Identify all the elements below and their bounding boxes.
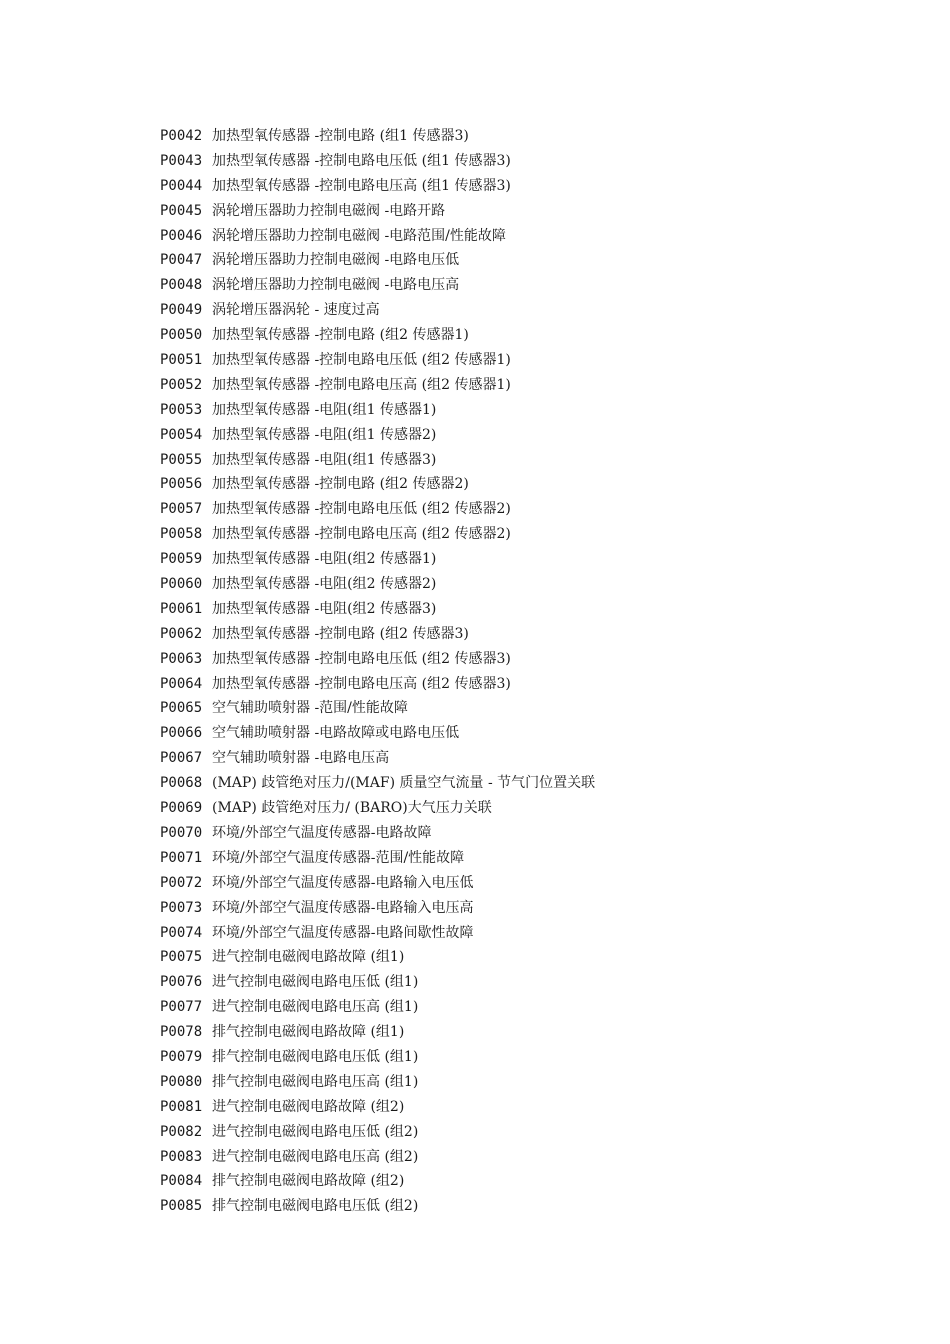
fault-code-row	[160, 597, 900, 622]
fault-code: P0082	[160, 1123, 203, 1140]
fault-code: P0066	[160, 725, 203, 742]
fault-code-row	[160, 945, 900, 970]
fault-code: P0044	[160, 177, 203, 194]
fault-code: P0074	[160, 924, 203, 941]
fault-description: 排气控制电磁阀电路电压高 (组1)	[212, 1073, 419, 1090]
fault-description: (MAP) 歧管绝对压力/ (BARO)大气压力关联	[212, 800, 492, 817]
fault-description: 加热型氧传感器 -控制电路电压高 (组2 传感器2)	[212, 526, 511, 543]
fault-code: P0045	[160, 202, 203, 219]
fault-description: 涡轮增压器涡轮 - 速度过高	[212, 302, 380, 319]
fault-code-row	[160, 199, 900, 224]
fault-code-row	[160, 448, 900, 473]
fault-code-row	[160, 273, 900, 298]
fault-description: (MAP) 歧管绝对压力/(MAF) 质量空气流量 - 节气门位置关联	[212, 775, 596, 792]
fault-description: 排气控制电磁阀电路故障 (组1)	[212, 1024, 405, 1041]
fault-code-row	[160, 547, 900, 572]
fault-code-row	[160, 174, 900, 199]
fault-code: P0047	[160, 252, 203, 269]
fault-code-row	[160, 1095, 900, 1120]
fault-code-row	[160, 771, 900, 796]
fault-code: P0048	[160, 277, 203, 294]
fault-code: P0055	[160, 451, 203, 468]
fault-code-row	[160, 124, 900, 149]
fault-code-row	[160, 373, 900, 398]
fault-description: 加热型氧传感器 -控制电路 (组2 传感器3)	[212, 625, 469, 642]
fault-code: P0061	[160, 600, 203, 617]
fault-code-row	[160, 1045, 900, 1070]
fault-description: 加热型氧传感器 -电阻(组1 传感器2)	[212, 426, 437, 443]
fault-description: 加热型氧传感器 -电阻(组2 传感器2)	[212, 576, 437, 593]
fault-code: P0050	[160, 327, 203, 344]
fault-code-row	[160, 1020, 900, 1045]
fault-code-row	[160, 224, 900, 249]
fault-code: P0072	[160, 874, 203, 891]
fault-code-row	[160, 647, 900, 672]
fault-code: P0065	[160, 700, 203, 717]
fault-description: 环境/外部空气温度传感器-范围/性能故障	[212, 849, 465, 866]
fault-description: 加热型氧传感器 -电阻(组2 传感器3)	[212, 600, 437, 617]
fault-description: 加热型氧传感器 -电阻(组1 传感器3)	[212, 451, 437, 468]
fault-code-row	[160, 871, 900, 896]
fault-description: 加热型氧传感器 -控制电路 (组2 传感器2)	[212, 476, 469, 493]
fault-description: 加热型氧传感器 -控制电路 (组2 传感器1)	[212, 327, 469, 344]
fault-description: 环境/外部空气温度传感器-电路输入电压低	[212, 874, 474, 891]
fault-code: P0067	[160, 750, 203, 767]
fault-code: P0085	[160, 1198, 203, 1215]
fault-description: 加热型氧传感器 -控制电路 (组1 传感器3)	[212, 128, 469, 144]
fault-description: 涡轮增压器助力控制电磁阀 -电路电压高	[212, 277, 460, 294]
fault-description: 进气控制电磁阀电路电压高 (组1)	[212, 999, 419, 1016]
fault-code-row	[160, 696, 900, 721]
fault-code-row	[160, 1169, 900, 1194]
fault-code-row	[160, 497, 900, 522]
fault-description: 加热型氧传感器 -控制电路电压高 (组1 传感器3)	[212, 177, 511, 194]
fault-code: P0084	[160, 1173, 203, 1190]
fault-code-row	[160, 472, 900, 497]
fault-code: P0077	[160, 999, 203, 1016]
fault-code-row	[160, 746, 900, 771]
fault-code-row	[160, 622, 900, 647]
fault-description: 排气控制电磁阀电路电压低 (组1)	[212, 1048, 419, 1065]
fault-code-row	[160, 248, 900, 273]
fault-code-row	[160, 572, 900, 597]
fault-code: P0068	[160, 775, 203, 792]
fault-code: P0073	[160, 899, 203, 916]
fault-code: P0063	[160, 650, 203, 667]
fault-description: 进气控制电磁阀电路故障 (组1)	[212, 949, 405, 966]
fault-description: 加热型氧传感器 -电阻(组2 传感器1)	[212, 551, 437, 568]
fault-code-row	[160, 1070, 900, 1095]
fault-description: 加热型氧传感器 -控制电路电压低 (组1 传感器3)	[212, 152, 511, 169]
fault-code-row	[160, 896, 900, 921]
fault-description: 加热型氧传感器 -电阻(组1 传感器1)	[212, 401, 437, 418]
fault-code: P0062	[160, 625, 203, 642]
fault-code-row	[160, 348, 900, 373]
fault-code-row	[160, 721, 900, 746]
fault-code-row	[160, 323, 900, 348]
fault-code: P0057	[160, 501, 203, 518]
fault-code-list	[160, 124, 900, 1219]
fault-code: P0081	[160, 1098, 203, 1115]
fault-code: P0078	[160, 1024, 203, 1041]
fault-code-row	[160, 1145, 900, 1170]
fault-description: 空气辅助喷射器 -电路故障或电路电压低	[212, 725, 460, 742]
fault-code-row	[160, 921, 900, 946]
fault-code: P0059	[160, 551, 203, 568]
fault-code: P0069	[160, 800, 203, 817]
fault-description: 空气辅助喷射器 -范围/性能故障	[212, 700, 408, 717]
fault-code-row	[160, 298, 900, 323]
fault-description: 进气控制电磁阀电路电压高 (组2)	[212, 1148, 419, 1165]
fault-code: P0080	[160, 1073, 203, 1090]
fault-code: P0058	[160, 526, 203, 543]
fault-code-row	[160, 1120, 900, 1145]
fault-code: P0083	[160, 1148, 203, 1165]
fault-code-row	[160, 846, 900, 871]
fault-code: P0064	[160, 675, 203, 692]
fault-description: 进气控制电磁阀电路电压低 (组1)	[212, 974, 419, 991]
fault-code-row	[160, 1194, 900, 1219]
fault-description: 加热型氧传感器 -控制电路电压高 (组2 传感器1)	[212, 376, 511, 393]
fault-code: P0052	[160, 376, 203, 393]
fault-description: 排气控制电磁阀电路故障 (组2)	[212, 1173, 405, 1190]
fault-code-row	[160, 149, 900, 174]
fault-code: P0053	[160, 401, 203, 418]
fault-code: P0054	[160, 426, 203, 443]
fault-code-row	[160, 522, 900, 547]
fault-description: 进气控制电磁阀电路电压低 (组2)	[212, 1123, 419, 1140]
fault-code-row	[160, 821, 900, 846]
fault-description: 加热型氧传感器 -控制电路电压低 (组2 传感器1)	[212, 352, 511, 369]
fault-description: 环境/外部空气温度传感器-电路故障	[212, 824, 432, 841]
fault-description: 环境/外部空气温度传感器-电路输入电压高	[212, 899, 474, 916]
fault-description: 环境/外部空气温度传感器-电路间歇性故障	[212, 924, 474, 941]
fault-description: 涡轮增压器助力控制电磁阀 -电路范围/性能故障	[212, 227, 506, 244]
fault-code: P0075	[160, 949, 203, 966]
fault-code: P0070	[160, 824, 203, 841]
fault-description: 加热型氧传感器 -控制电路电压低 (组2 传感器2)	[212, 501, 511, 518]
fault-description: 进气控制电磁阀电路故障 (组2)	[212, 1098, 405, 1115]
fault-code-row	[160, 672, 900, 697]
fault-description: 涡轮增压器助力控制电磁阀 -电路开路	[212, 202, 446, 219]
fault-code: P0060	[160, 576, 203, 593]
fault-code-row	[160, 398, 900, 423]
fault-description: 涡轮增压器助力控制电磁阀 -电路电压低	[212, 252, 460, 269]
fault-code-row	[160, 970, 900, 995]
fault-description: 排气控制电磁阀电路电压低 (组2)	[212, 1198, 419, 1215]
fault-code-row	[160, 423, 900, 448]
fault-code: P0051	[160, 352, 203, 369]
fault-code: P0049	[160, 302, 203, 319]
fault-code: P0056	[160, 476, 203, 493]
fault-code: P0043	[160, 152, 203, 169]
fault-code: P0042	[160, 128, 203, 144]
fault-description: 加热型氧传感器 -控制电路电压高 (组2 传感器3)	[212, 675, 511, 692]
fault-code: P0046	[160, 227, 203, 244]
fault-code: P0076	[160, 974, 203, 991]
fault-code: P0071	[160, 849, 203, 866]
fault-code-row	[160, 995, 900, 1020]
fault-code-row	[160, 796, 900, 821]
fault-code: P0079	[160, 1048, 203, 1065]
fault-description: 加热型氧传感器 -控制电路电压低 (组2 传感器3)	[212, 650, 511, 667]
fault-description: 空气辅助喷射器 -电路电压高	[212, 750, 390, 767]
